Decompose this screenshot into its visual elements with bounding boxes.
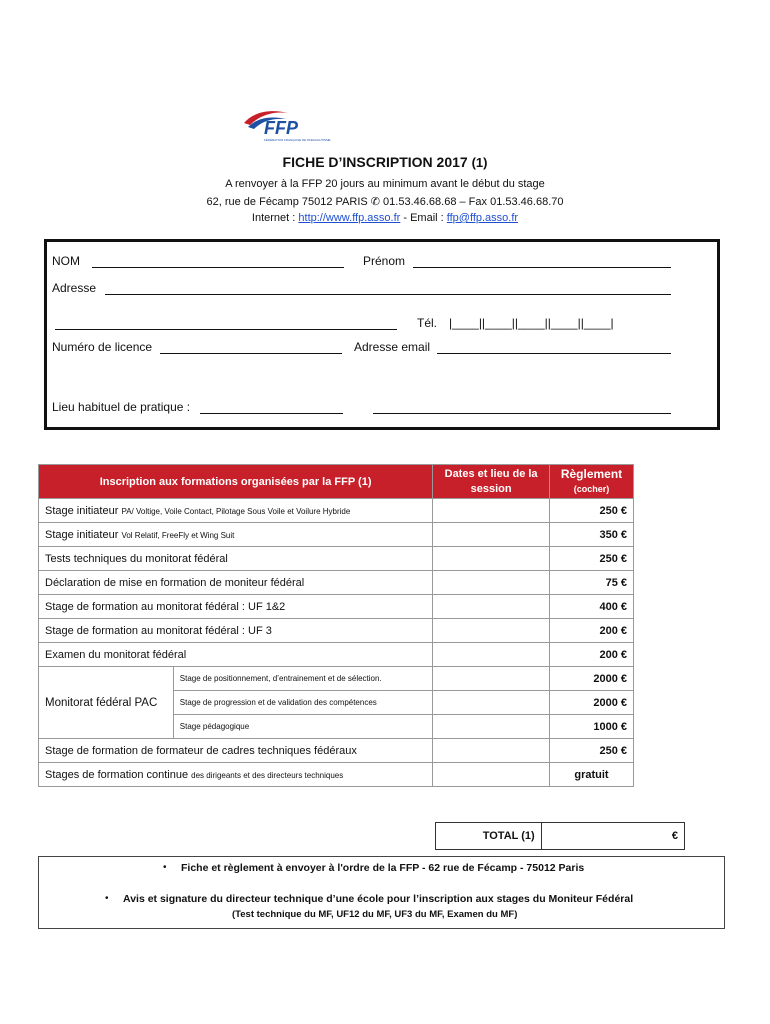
bullet-1: • (163, 862, 167, 873)
price-cell[interactable]: 400 € (550, 595, 634, 619)
row-label: Stage de formation de formateur de cadres techniques fédéraux (39, 739, 433, 763)
header-reglement-label: Règlement (560, 466, 623, 481)
table-row (39, 763, 634, 787)
dates-cell[interactable] (433, 691, 550, 715)
logo-tagline: FÉDÉRATION FRANÇAISE DE PARACHUTISME (264, 138, 331, 142)
header-line2: 62, rue de Fécamp 75012 PARIS ✆ 01.53.46.68.68 – Fax 01.53.46.68.70 (206, 196, 564, 208)
price-cell[interactable]: gratuit (550, 763, 634, 787)
adresse-field-2[interactable] (55, 329, 397, 330)
internet-label: Internet : (251, 212, 299, 224)
table-row (39, 667, 634, 691)
title-ref: (1) (471, 155, 488, 170)
row-label: Déclaration de mise en formation de moniteur fédéral (39, 571, 433, 595)
email-field[interactable] (437, 353, 671, 354)
title-text: FICHE D’INSCRIPTION 2017 (282, 154, 468, 170)
logo-text: FFP (264, 118, 298, 138)
notes-box (38, 856, 725, 929)
total-value[interactable]: € (541, 823, 684, 850)
lieu-label: Lieu habituel de pratique : (52, 400, 191, 414)
training-table (38, 464, 634, 787)
website-link[interactable]: http://www.ffp.asso.fr (298, 212, 401, 224)
dates-cell[interactable] (433, 523, 550, 547)
dates-cell[interactable] (433, 595, 550, 619)
header-dates: Dates et lieu de la session (433, 465, 550, 499)
row-label: Tests techniques du monitorat fédéral (39, 547, 433, 571)
price-cell[interactable]: 200 € (550, 643, 634, 667)
row-label: Stages de formation continue des dirigeants et des directeurs techniques (39, 763, 433, 787)
bullet-2: • (105, 893, 109, 904)
table-row (39, 619, 634, 643)
header-line3 (0, 212, 770, 224)
licence-field[interactable] (160, 353, 342, 354)
table-row (39, 595, 634, 619)
licence-label: Numéro de licence (52, 340, 153, 354)
adresse-field[interactable] (105, 294, 671, 295)
dates-cell[interactable] (433, 739, 550, 763)
page-title (0, 154, 770, 170)
row-label: Examen du monitorat fédéral (39, 643, 433, 667)
header-reglement-sub: (cocher) (573, 483, 610, 494)
ffp-logo-icon (242, 107, 331, 147)
dates-cell[interactable] (433, 547, 550, 571)
note-line-3: (Test technique du MF, UF12 du MF, UF3 du MF, Examen du MF) (232, 909, 518, 920)
lieu-field-2[interactable] (373, 413, 671, 414)
prenom-label: Prénom (363, 254, 406, 268)
total-label: TOTAL (1) (436, 823, 542, 850)
dates-cell[interactable] (433, 571, 550, 595)
personal-info-box (44, 239, 720, 430)
price-cell[interactable]: 200 € (550, 619, 634, 643)
price-cell[interactable]: 250 € (550, 499, 634, 523)
email-link[interactable]: ffp@ffp.asso.fr (446, 212, 519, 224)
nom-field[interactable] (92, 267, 344, 268)
lieu-field[interactable] (200, 413, 343, 414)
price-cell[interactable]: 2000 € (550, 667, 634, 691)
email-field-label: Adresse email (354, 340, 431, 354)
tel-label: Tél. (417, 316, 438, 330)
dates-cell[interactable] (433, 499, 550, 523)
price-cell[interactable]: 2000 € (550, 691, 634, 715)
table-row (39, 547, 634, 571)
table-row (39, 643, 634, 667)
email-label: - Email : (400, 212, 447, 224)
dates-cell[interactable] (433, 643, 550, 667)
price-cell[interactable]: 1000 € (550, 715, 634, 739)
total-table (435, 822, 685, 850)
table-row (39, 739, 634, 763)
price-cell[interactable]: 250 € (550, 739, 634, 763)
note-line-1: Fiche et règlement à envoyer à l'ordre de la FFP - 62 rue de Fécamp - 75012 Paris (181, 862, 585, 874)
header-line1: A renvoyer à la FFP 20 jours au minimum avant le début du stage (225, 178, 545, 190)
dates-cell[interactable] (433, 763, 550, 787)
pac-row-label: Stage de positionnement, d’entrainement et de sélection. (173, 667, 432, 691)
dates-cell[interactable] (433, 619, 550, 643)
price-cell[interactable]: 350 € (550, 523, 634, 547)
note-line-2: Avis et signature du directeur technique d’une école pour l’inscription aux stages du Moniteur Fédéral (123, 893, 634, 905)
row-label: Stage initiateur PA/ Voltige, Voile Contact, Pilotage Sous Voile et Voilure Hybride (39, 499, 433, 523)
pac-row-label: Stage de progression et de validation des compétences (173, 691, 432, 715)
pac-row-label: Stage pédagogique (173, 715, 432, 739)
table-row (39, 571, 634, 595)
ffp-logo (242, 107, 331, 147)
header-formations: Inscription aux formations organisées par la FFP (1) (39, 465, 433, 499)
nom-label: NOM (52, 254, 80, 268)
price-cell[interactable]: 250 € (550, 547, 634, 571)
adresse-label: Adresse (52, 281, 97, 295)
table-row (39, 523, 634, 547)
price-cell[interactable]: 75 € (550, 571, 634, 595)
row-label: Stage de formation au monitorat fédéral : UF 3 (39, 619, 433, 643)
table-row (39, 499, 634, 523)
dates-cell[interactable] (433, 667, 550, 691)
row-label: Stage de formation au monitorat fédéral : UF 1&2 (39, 595, 433, 619)
row-label: Stage initiateur Vol Relatif, FreeFly et Wing Suit (39, 523, 433, 547)
pac-label: Monitorat fédéral PAC (39, 667, 174, 739)
tel-field[interactable]: |____||____||____||____||____| (449, 316, 614, 330)
prenom-field[interactable] (413, 267, 671, 268)
header-reglement (550, 465, 634, 499)
dates-cell[interactable] (433, 715, 550, 739)
